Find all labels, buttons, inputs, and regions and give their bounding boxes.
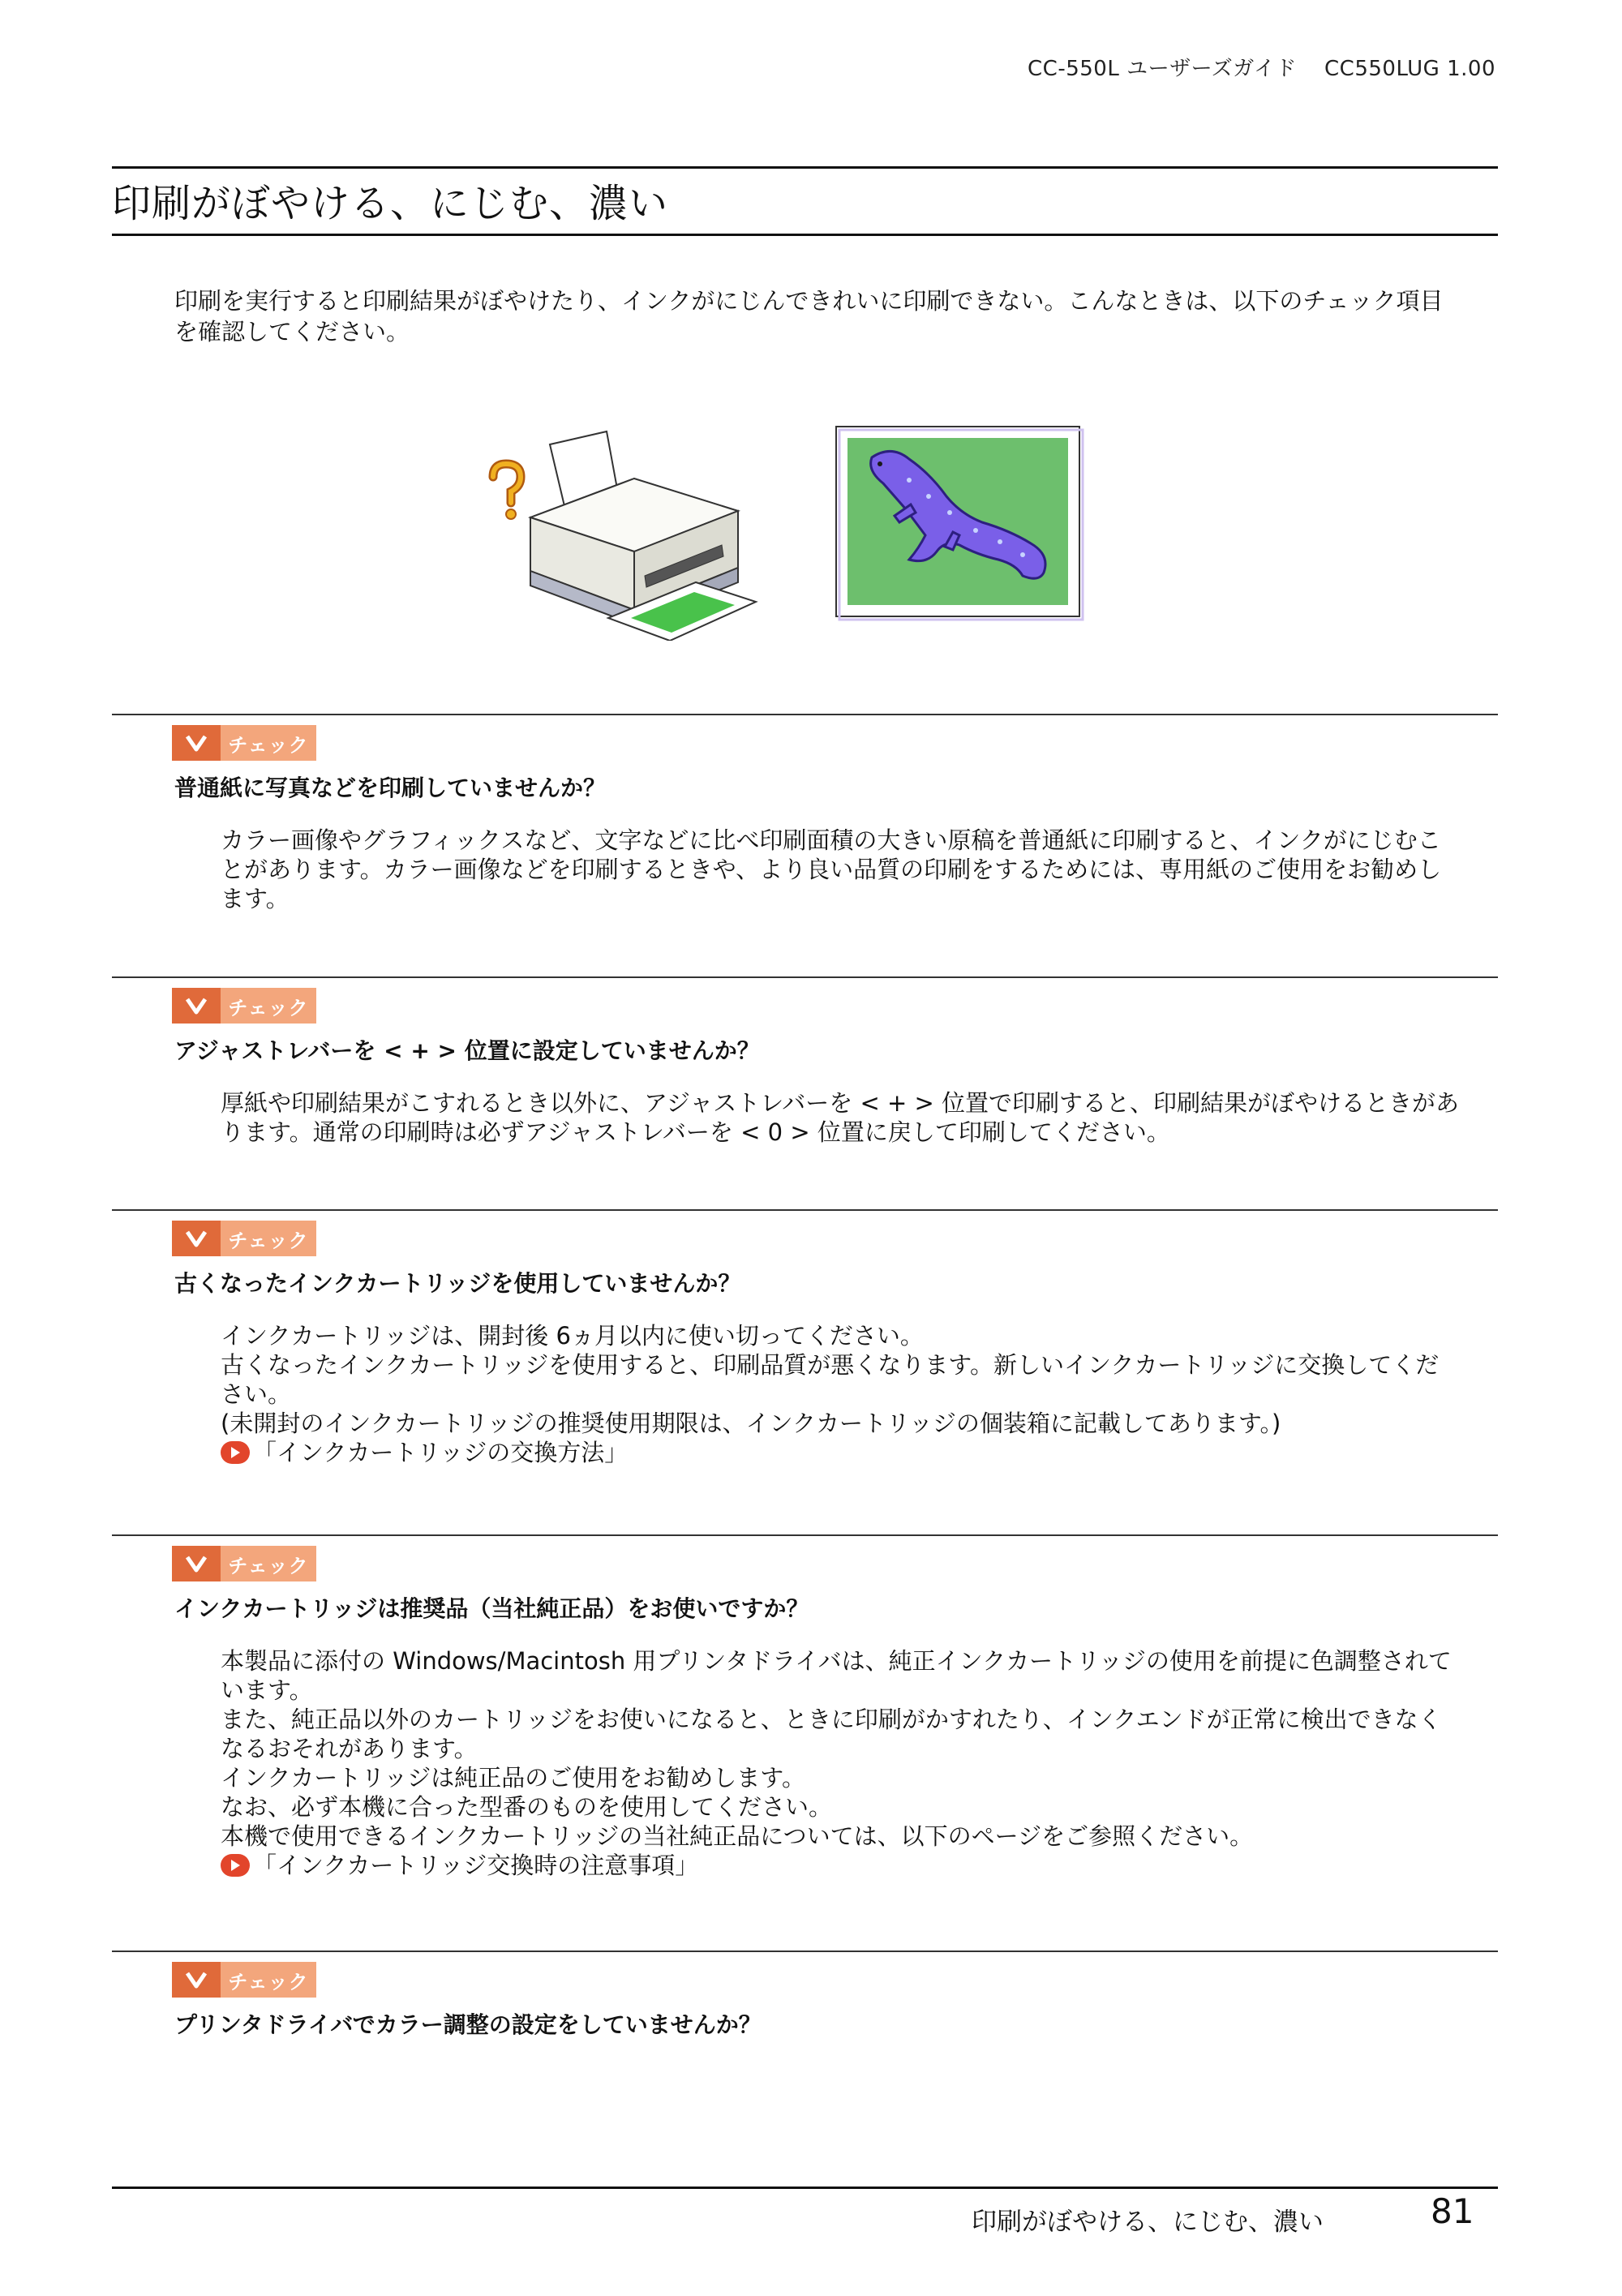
arrow-right-icon bbox=[221, 1441, 250, 1464]
footer-rule bbox=[112, 2187, 1498, 2189]
checkmark-v-icon bbox=[172, 988, 221, 1024]
body-line: インクカートリッジは、開封後 6ヵ月以内に使い切ってください。 bbox=[221, 1322, 924, 1350]
check-badge bbox=[172, 1962, 316, 1998]
body-line: とがあります。カラー画像などを印刷するときや、より良い品質の印刷をするためには、専用紙のご使用をお勧めし bbox=[221, 856, 1442, 883]
body-line: 厚紙や印刷結果がこすれるとき以外に、アジャストレバーを < + > 位置で印刷すると、印刷結果がぼやけるときがあ bbox=[221, 1089, 1460, 1117]
printer-illustration bbox=[487, 422, 766, 641]
check-question: アジャストレバーを < + > 位置に設定していませんか？ bbox=[174, 1037, 760, 1064]
checkmark-v-icon bbox=[172, 725, 221, 761]
check-badge bbox=[172, 1221, 316, 1256]
body-line: 古くなったインクカートリッジを使用すると、印刷品質が悪くなります。新しいインクカートリッジに交換してくだ bbox=[221, 1351, 1440, 1379]
check-question: インクカートリッジは推奨品（当社純正品）をお使いですか？ bbox=[174, 1595, 809, 1622]
body-line: なお、必ず本機に合った型番のものを使用してください。 bbox=[221, 1793, 833, 1821]
body-line: (未開封のインクカートリッジの推奨使用期限は、インクカートリッジの個装箱に記載してあります。) bbox=[221, 1410, 1281, 1437]
body-line: さい。 bbox=[221, 1380, 292, 1408]
checkmark-v-icon bbox=[172, 1962, 221, 1998]
page-title: 印刷がぼやける、にじむ、濃い bbox=[112, 181, 669, 226]
check-badge-label: チェック bbox=[221, 1221, 316, 1256]
page-number: 81 bbox=[1431, 2191, 1474, 2231]
check-body bbox=[221, 1321, 1498, 1467]
section-divider bbox=[112, 1951, 1498, 1952]
illustrations bbox=[487, 422, 1103, 641]
body-line: 本製品に添付の Windows/Macintosh 用プリンタドライバは、純正インクカートリッジの使用を前提に色調整されて bbox=[221, 1647, 1452, 1675]
body-line: カラー画像やグラフィックスなど、文字などに比べ印刷面積の大きい原稿を普通紙に印刷すると、インクがにじむこ bbox=[221, 826, 1441, 854]
document-header bbox=[1028, 52, 1495, 82]
body-line: なるおそれがあります。 bbox=[221, 1735, 478, 1762]
body-line: また、純正品以外のカートリッジをお使いになると、ときに印刷がかすれたり、インクエンドが正常に検出できなく bbox=[221, 1706, 1442, 1733]
body-line: ります。通常の印刷時は必ずアジャストレバーを < 0 > 位置に戻して印刷してください。 bbox=[221, 1118, 1170, 1146]
check-body bbox=[221, 1646, 1498, 1880]
title-rule-top bbox=[112, 166, 1498, 169]
check-body bbox=[221, 1088, 1498, 1147]
document-code: CC550LUG 1.00 bbox=[1324, 57, 1495, 81]
check-question: プリンタドライバでカラー調整の設定をしていませんか？ bbox=[174, 2011, 762, 2038]
check-badge-label: チェック bbox=[221, 725, 316, 761]
check-badge bbox=[172, 988, 316, 1024]
check-badge bbox=[172, 725, 316, 761]
check-badge-label: チェック bbox=[221, 1962, 316, 1998]
check-badge bbox=[172, 1546, 316, 1581]
cartridge-replacement-link[interactable] bbox=[221, 1438, 1498, 1467]
check-section-adjust-lever bbox=[112, 976, 1498, 1147]
intro-paragraph bbox=[174, 285, 1496, 347]
check-body bbox=[221, 826, 1498, 913]
section-divider bbox=[112, 1209, 1498, 1211]
checkmark-v-icon bbox=[172, 1221, 221, 1256]
check-question: 普通紙に写真などを印刷していませんか？ bbox=[174, 775, 607, 801]
footer-title: 印刷がぼやける、にじむ、濃い bbox=[972, 2208, 1324, 2237]
check-section-color-adjust bbox=[112, 1951, 1498, 2040]
question-mark-icon bbox=[493, 464, 521, 519]
intro-line: を確認してください。 bbox=[174, 318, 410, 345]
check-section-old-cartridge bbox=[112, 1209, 1498, 1467]
section-divider bbox=[112, 714, 1498, 715]
body-line: インクカートリッジは純正品のご使用をお勧めします。 bbox=[221, 1764, 805, 1792]
link-text[interactable]: 「インクカートリッジ交換時の注意事項」 bbox=[253, 1852, 699, 1879]
body-line: います。 bbox=[221, 1676, 313, 1704]
check-badge-label: チェック bbox=[221, 988, 316, 1024]
arrow-right-icon bbox=[221, 1854, 250, 1877]
section-divider bbox=[112, 976, 1498, 978]
section-divider bbox=[112, 1534, 1498, 1536]
checkmark-v-icon bbox=[172, 1546, 221, 1581]
check-badge-label: チェック bbox=[221, 1546, 316, 1581]
check-section-genuine-cartridge bbox=[112, 1534, 1498, 1880]
cartridge-precautions-link[interactable] bbox=[221, 1851, 1498, 1880]
sample-print-image bbox=[831, 422, 1084, 624]
body-line: 本機で使用できるインクカートリッジの当社純正品については、以下のページをご参照ください。 bbox=[221, 1822, 1254, 1850]
title-rule-bottom bbox=[112, 234, 1498, 236]
link-text[interactable]: 「インクカートリッジの交換方法」 bbox=[253, 1439, 629, 1466]
intro-line: 印刷を実行すると印刷結果がぼやけたり、インクがにじんできれいに印刷できない。こんなときは、以下のチェック項目 bbox=[174, 287, 1444, 315]
check-section-paper bbox=[112, 714, 1498, 913]
check-question: 古くなったインクカートリッジを使用していませんか？ bbox=[174, 1270, 741, 1297]
body-line: ます。 bbox=[221, 885, 290, 912]
product-guide-name: CC-550L ユーザーズガイド bbox=[1028, 57, 1298, 81]
